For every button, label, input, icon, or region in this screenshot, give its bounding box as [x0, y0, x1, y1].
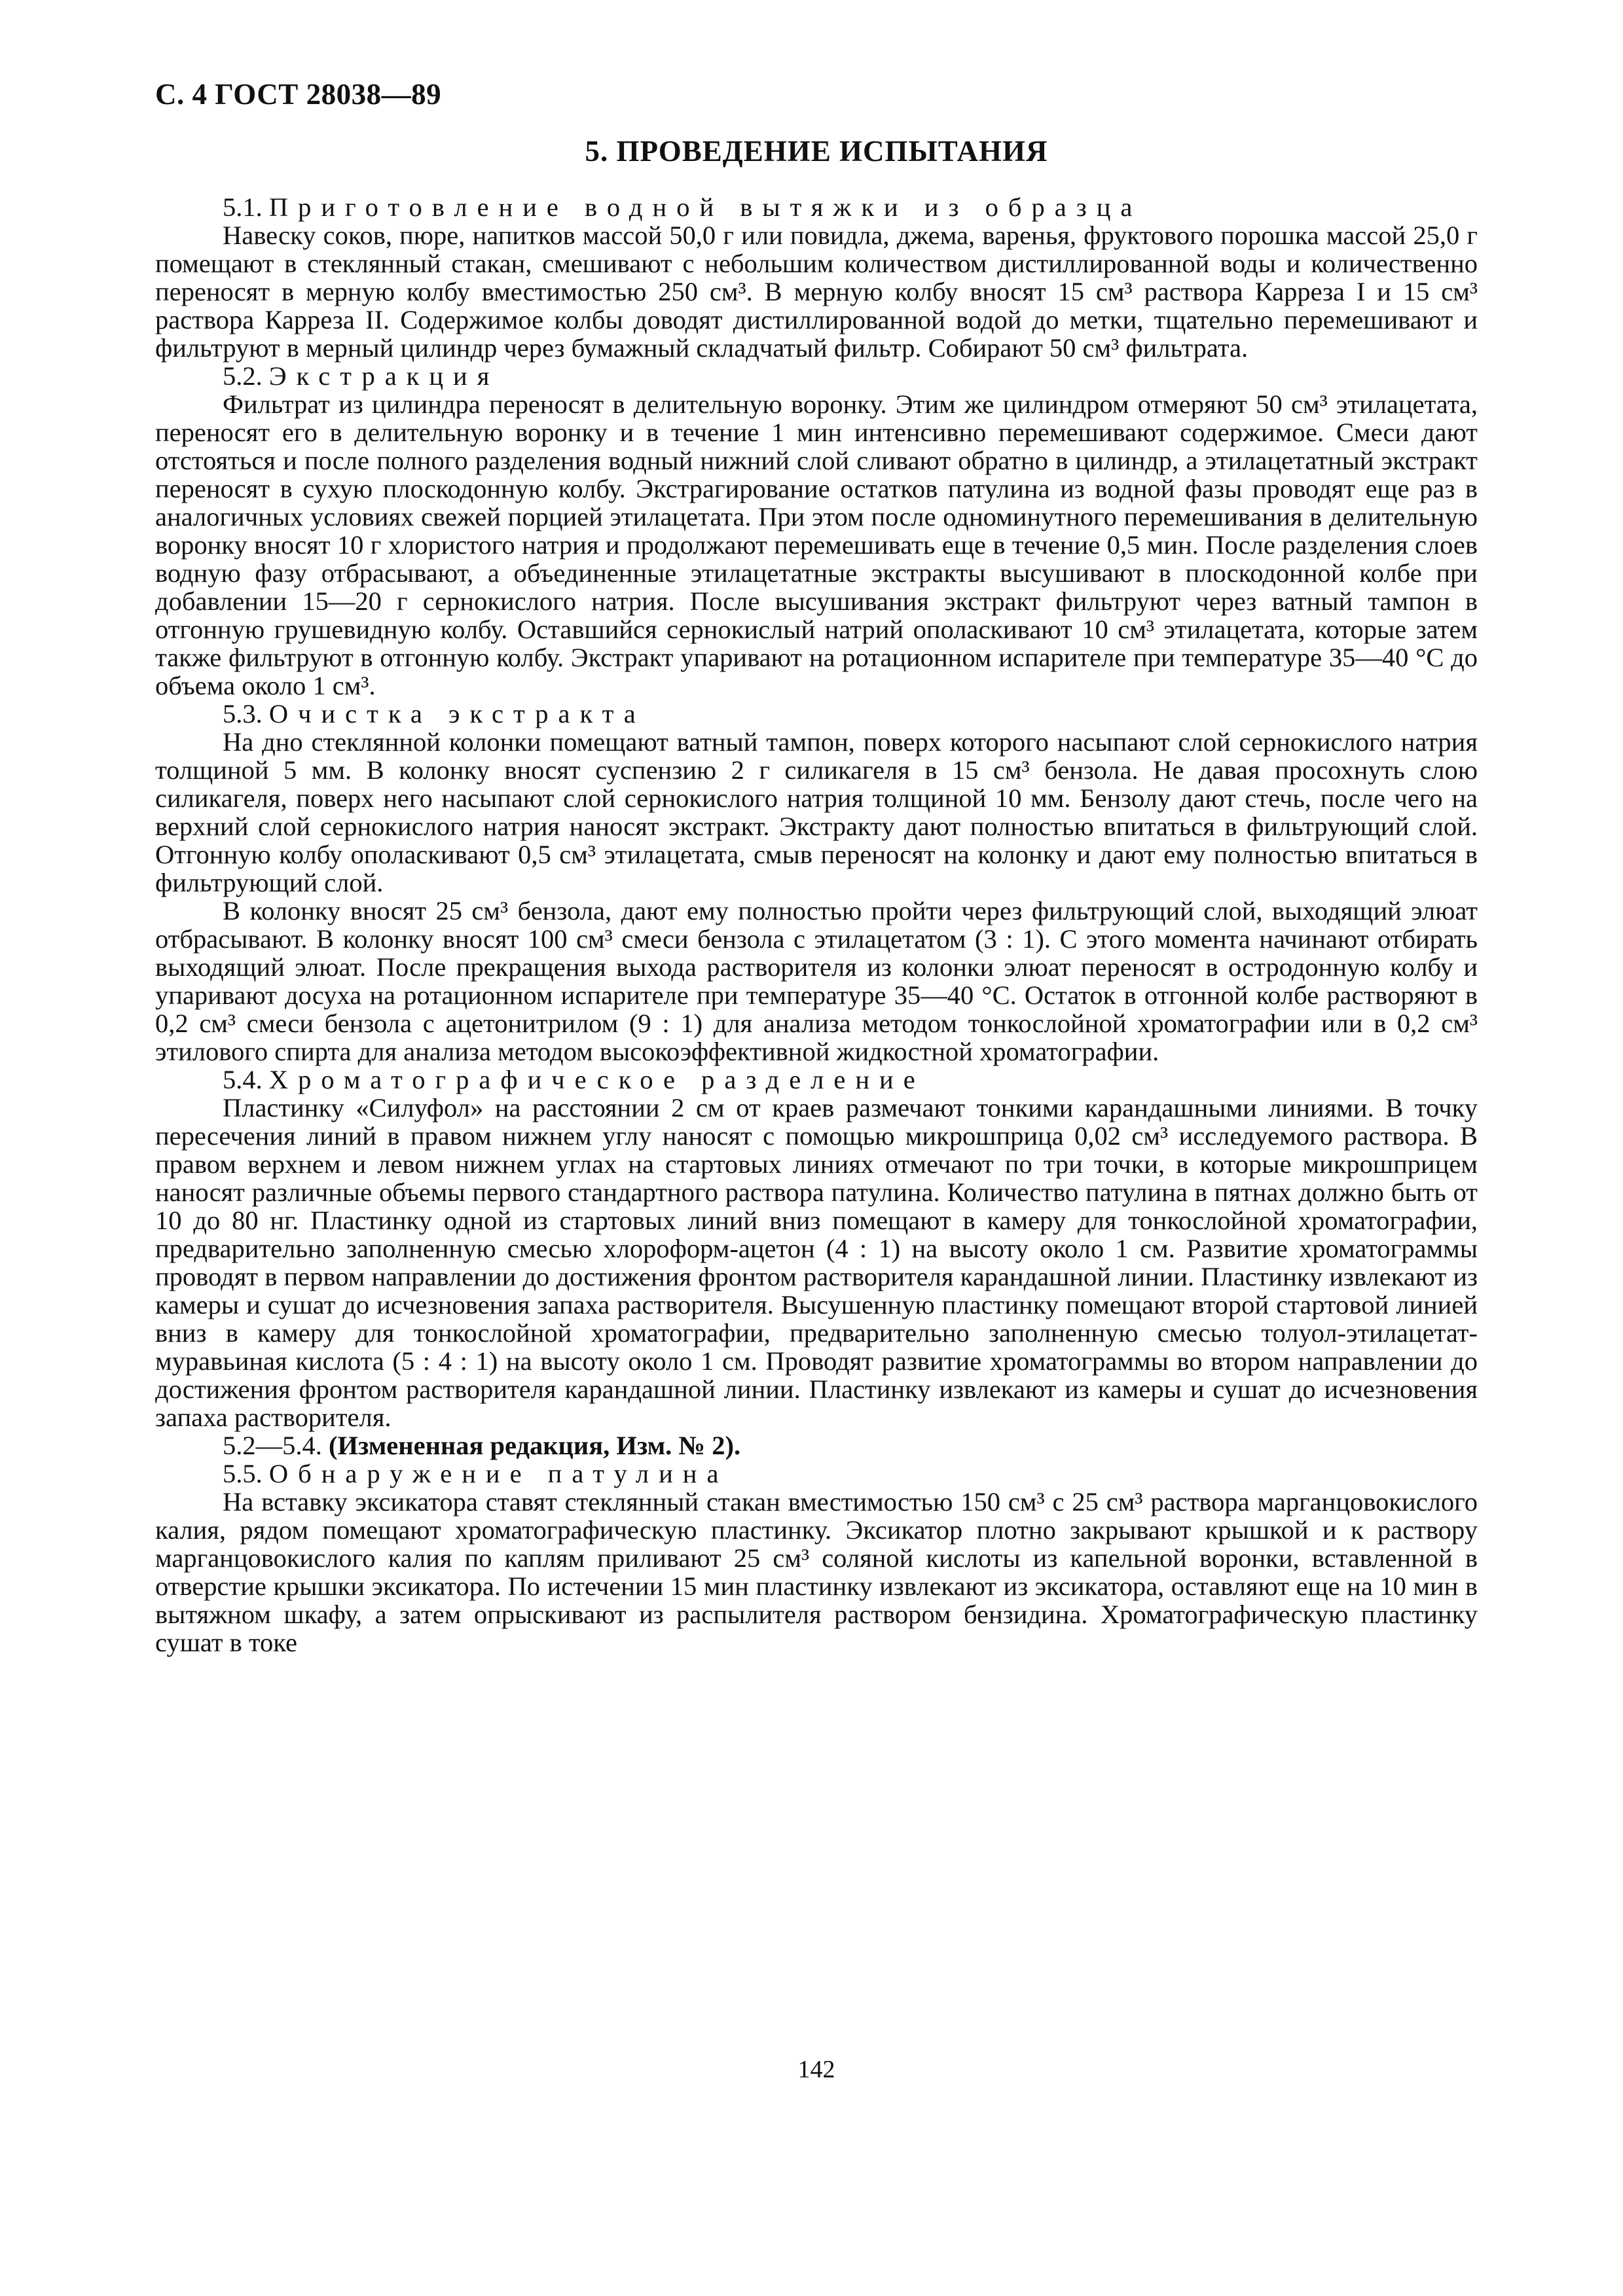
paragraph: Навеску соков, пюре, напитков массой 50,0 г или повидла, джема, варенья, фруктового порошка массой 25,0 г помещают в стеклянный стакан, смешивают с небольшим количеством дистиллированной воды и количественно переносят в мерную колбу вместимостью 250 см³. В мерную колбу вносят 15 см³ раствора Карреза I и 15 см³ раствора Карреза II. Содержимое колбы доводят дистиллированной водой до метки, тщательно перемешивают и фильтруют в мерный цилиндр через бумажный складчатый фильтр. Собирают 50 см³ фильтрата.	[155, 221, 1478, 363]
paragraph: В колонку вносят 25 см³ бензола, дают ему полностью пройти через фильтрующий слой, выходящий элюат отбрасывают. В колонку вносят 100 см³ смеси бензола с этилацетатом (3 : 1). С этого момента начинают отбирать выходящий элюат. После прекращения выхода растворителя из колонки элюат переносят в остродонную колбу и упаривают досуха на ротационном испарителе при температуре 35—40 °С. Остаток в отгонной колбе растворяют в 0,2 см³ смеси бензола с ацетонитрилом (9 : 1) для анализа методом тонкослойной хроматографии или в 0,2 см³ этилового спирта для анализа методом высокоэффективной жидкостной хроматографии.	[155, 896, 1478, 1066]
subsection-heading-5-5: 5.5. Обнаружение патулина	[223, 1459, 729, 1488]
revision-note: 5.2—5.4. (Измененная редакция, Изм. № 2).	[223, 1431, 741, 1460]
running-head: С. 4 ГОСТ 28038—89	[155, 78, 442, 111]
subsection-heading-5-1: 5.1. Приготовление водной вытяжки из образца	[223, 192, 1142, 222]
paragraph: Фильтрат из цилиндра переносят в делительную воронку. Этим же цилиндром отмеряют 50 см³ этилацетата, переносят его в делительную воронку и в течение 1 мин интенсивно перемешивают содержимое. Смеси дают отстояться и после полного разделения водный нижний слой сливают обратно в цилиндр, а этилацетатный экстракт переносят в сухую плоскодонную колбу. Экстрагирование остатков патулина из водной фазы проводят еще раз в аналогичных условиях свежей порцией этилацетата. При этом после одноминутного перемешивания в делительную воронку вносят 10 г хлористого натрия и продолжают перемешивать еще в течение 0,5 мин. После разделения слоев водную фазу отбрасывают, а объединенные этилацетатные экстракты высушивают в плоскодонной колбе при добавлении 15—20 г сернокислого натрия. После высушивания экстракт фильтруют через ватный тампон в отгонную грушевидную колбу. Оставшийся сернокислый натрий ополаскивают 10 см³ этилацетата, которые затем также фильтруют в отгонную колбу. Экстракт упаривают на ротационном испарителе при температуре 35—40 °С до объема около 1 см³.	[155, 389, 1478, 700]
paragraph: На дно стеклянной колонки помещают ватный тампон, поверх которого насыпают слой сернокислого натрия толщиной 5 мм. В колонку вносят суспензию 2 г силикагеля в 15 см³ бензола. Не давая просохнуть слою силикагеля, поверх него насыпают слой сернокислого натрия толщиной 10 мм. Бензолу дают стечь, после чего на верхний слой сернокислого натрия наносят экстракт. Экстракту дают полностью впитаться в фильтрующий слой. Отгонную колбу ополаскивают 0,5 см³ этилацетата, смыв переносят на колонку и дают ему полностью впитаться в фильтрующий слой.	[155, 727, 1478, 897]
body-text	[155, 193, 1478, 1657]
subsection-heading-5-3: 5.3. Очистка экстракта	[223, 699, 646, 728]
paragraph: Пластинку «Силуфол» на расстоянии 2 см от краев размечают тонкими карандашными линиями. В точку пересечения линий в правом нижнем углу наносят с помощью микрошприца 0,02 см³ исследуемого раствора. В правом верхнем и левом нижнем углах на стартовых линиях отмечают по три точки, в которые микрошприцем наносят различные объемы первого стандартного раствора патулина. Количество патулина в пятнах должно быть от 10 до 80 нг. Пластинку одной из стартовых линий вниз помещают в камеру для тонкослойной хроматографии, предварительно заполненную смесью хлороформ-ацетон (4 : 1) на высоту около 1 см. Развитие хроматограммы проводят в первом направлении до достижения фронтом растворителя карандашной линии. Пластинку извлекают из камеры и сушат до исчезновения запаха растворителя. Высушенную пластинку помещают второй стартовой линией вниз в камеру для тонкослойной хроматографии, предварительно заполненную смесью толуол-этилацетат-муравьиная кислота (5 : 4 : 1) на высоту около 1 см. Проводят развитие хроматограммы во втором направлении до достижения фронтом растворителя карандашной линии. Пластинку извлекают из камеры и сушат до исчезновения запаха растворителя.	[155, 1093, 1478, 1432]
page-number: 142	[797, 2056, 835, 2083]
subsection-heading-5-4: 5.4. Хроматографическое разделение	[223, 1065, 925, 1094]
section-title: 5. ПРОВЕДЕНИЕ ИСПЫТАНИЯ	[585, 135, 1048, 168]
subsection-heading-5-2: 5.2. Экстракция	[223, 361, 500, 391]
paragraph: На вставку эксикатора ставят стеклянный стакан вместимостью 150 см³ с 25 см³ раствора марганцовокислого калия, рядом помещают хроматографическую пластинку. Эксикатор плотно закрывают крышкой и к раствору марганцовокислого калия по каплям приливают 25 см³ соляной кислоты из капельной воронки, вставленной в отверстие крышки эксикатора. По истечении 15 мин пластинку извлекают из эксикатора, оставляют еще на 10 мин в вытяжном шкафу, а затем опрыскивают из распылителя раствором бензидина. Хроматографическую пластинку сушат в токе	[155, 1487, 1478, 1657]
document-page	[155, 65, 1478, 2225]
